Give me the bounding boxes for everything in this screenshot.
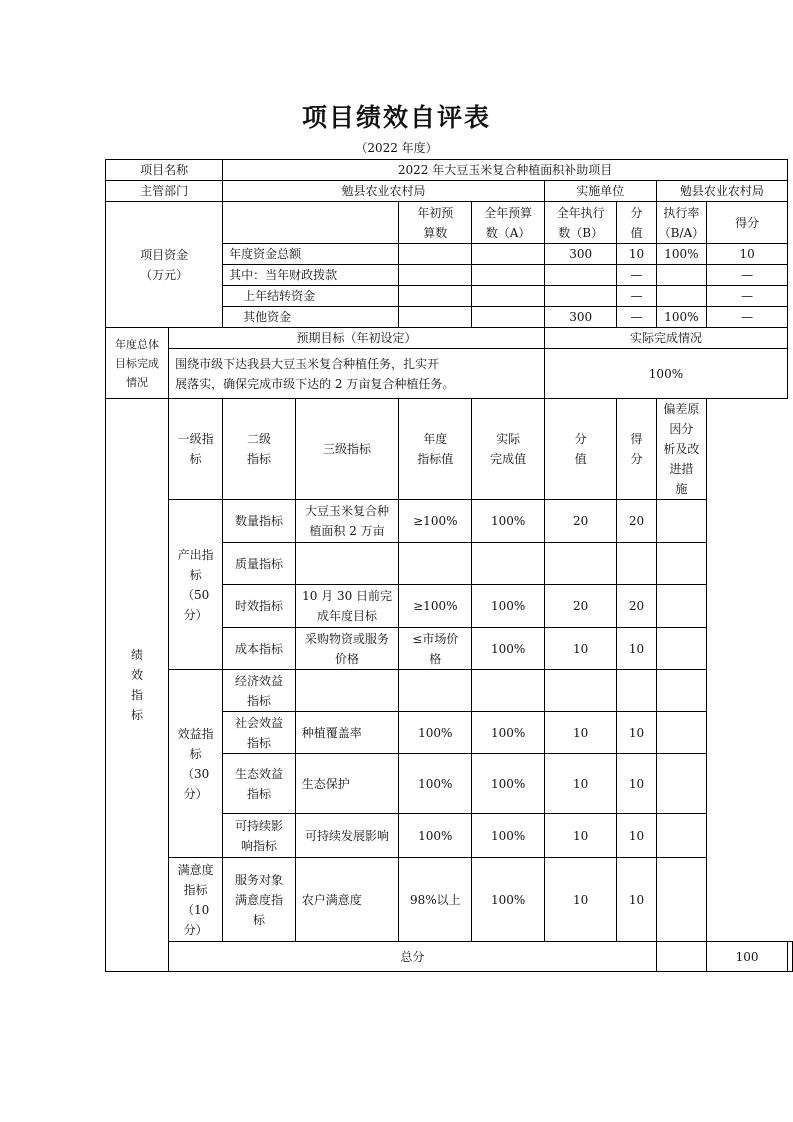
exec-rate-header: 执行率 （B/A） [656, 202, 707, 244]
actual-cell [472, 543, 545, 585]
got-cell: 20 [617, 500, 656, 543]
budget-value [472, 265, 545, 286]
budget-value [472, 307, 545, 328]
expected-goal-text: 围绕市级下达我县大豆玉米复合种植任务，扎实开 展落实，确保完成市级下达的 2 万亩复合种植任务。 [169, 349, 545, 399]
score-header: 分 值 [617, 202, 656, 244]
goals-content-row [106, 349, 793, 399]
score-cell: 20 [544, 500, 617, 543]
funds-row-label: 年度资金总额 [223, 244, 399, 265]
initial-value [399, 307, 472, 328]
budget-value [472, 244, 545, 265]
level2-cell: 生态效益 指标 [223, 754, 296, 814]
level3-cell: 农户满意度 [295, 858, 399, 942]
level1-header: 一级指 标 [169, 399, 223, 500]
level3-cell: 10 月 30 日前完 成年度目标 [295, 585, 399, 628]
got-cell: 10 [617, 712, 656, 754]
level2-cell: 数量指标 [223, 500, 296, 543]
total-score [656, 942, 707, 972]
got-header: 得 分 [617, 399, 656, 500]
target-cell: 100% [399, 814, 472, 858]
actual-cell: 100% [472, 628, 545, 670]
score-cell: 10 [544, 858, 617, 942]
initial-value [399, 265, 472, 286]
deviation-cell [656, 500, 707, 543]
evaluation-table [105, 159, 793, 972]
initial-value [399, 244, 472, 265]
got-value: 10 [707, 244, 788, 265]
target-cell: ≤市场价 格 [399, 628, 472, 670]
score-cell [544, 670, 617, 712]
target-header: 年度 指标值 [399, 399, 472, 500]
exec-value [544, 286, 617, 307]
score-value: — [617, 307, 656, 328]
actual-goal-value: 100% [544, 349, 787, 399]
total-blank [788, 942, 793, 972]
target-cell: 100% [399, 712, 472, 754]
indicator-row [106, 858, 793, 942]
got-score-header: 得分 [707, 202, 788, 244]
score-cell: 10 [544, 628, 617, 670]
rate-value [656, 286, 707, 307]
level2-cell: 服务对象 满意度指 标 [223, 858, 296, 942]
deviation-cell [656, 670, 707, 712]
got-cell [617, 543, 656, 585]
initial-budget-header: 年初预 算数 [399, 202, 472, 244]
deviation-cell [656, 712, 707, 754]
level3-cell [295, 543, 399, 585]
deviation-cell [656, 543, 707, 585]
got-cell [617, 670, 656, 712]
score-cell: 20 [544, 585, 617, 628]
dept-value: 勉县农业农村局 [223, 181, 545, 202]
got-cell: 10 [617, 814, 656, 858]
level3-cell [295, 670, 399, 712]
level2-cell: 经济效益 指标 [223, 670, 296, 712]
level2-cell: 质量指标 [223, 543, 296, 585]
output-indicator-label: 产出指 标 （50 分） [169, 500, 223, 670]
unit-label: 实施单位 [544, 181, 656, 202]
actual-cell: 100% [472, 500, 545, 543]
level3-cell: 大豆玉米复合种 植面积 2 万亩 [295, 500, 399, 543]
indicator-side-label: 绩 效 指 标 [106, 399, 169, 972]
target-cell: ≥100% [399, 585, 472, 628]
funds-row-label: 其中：当年财政拨款 [223, 265, 399, 286]
actual-header: 实际 完成值 [472, 399, 545, 500]
budget-value [472, 286, 545, 307]
score-cell: 10 [544, 754, 617, 814]
got-value: — [707, 307, 788, 328]
exec-value [544, 265, 617, 286]
got-value: — [707, 286, 788, 307]
total-got: 100 [707, 942, 788, 972]
deviation-header: 偏差原因分 析及改进措 施 [656, 399, 707, 500]
target-cell: 98%以上 [399, 858, 472, 942]
rate-value: 100% [656, 307, 707, 328]
unit-value: 勉县农业农村局 [656, 181, 787, 202]
level2-cell: 成本指标 [223, 628, 296, 670]
rate-value [656, 265, 707, 286]
actual-cell: 100% [472, 814, 545, 858]
benefit-indicator-label: 效益指 标 （30 分） [169, 670, 223, 858]
got-cell: 10 [617, 754, 656, 814]
got-value: — [707, 265, 788, 286]
score-value: — [617, 286, 656, 307]
level3-header: 三级指标 [295, 399, 399, 500]
score-cell: 10 [544, 712, 617, 754]
deviation-cell [656, 585, 707, 628]
score-header: 分 值 [544, 399, 617, 500]
score-cell [544, 543, 617, 585]
dept-label: 主管部门 [106, 181, 223, 202]
funds-row-label: 上年结转资金 [223, 286, 399, 307]
exec-value: 300 [544, 244, 617, 265]
level3-cell: 种植覆盖率 [295, 712, 399, 754]
target-cell: ≥100% [399, 500, 472, 543]
level3-cell: 可持续发展影响 [295, 814, 399, 858]
score-value: — [617, 265, 656, 286]
level2-cell: 可持续影 响指标 [223, 814, 296, 858]
deviation-cell [656, 858, 707, 942]
deviation-cell [656, 754, 707, 814]
actual-cell: 100% [472, 754, 545, 814]
annual-budget-header: 全年预算 数（A） [472, 202, 545, 244]
got-cell: 10 [617, 628, 656, 670]
funds-label: 项目资金 （万元） [106, 202, 223, 328]
total-label: 总分 [169, 942, 657, 972]
total-row [106, 942, 793, 972]
score-cell: 10 [544, 814, 617, 858]
funds-row-label: 其他资金 [223, 307, 399, 328]
initial-value [399, 286, 472, 307]
target-cell [399, 543, 472, 585]
level2-header: 二级 指标 [223, 399, 296, 500]
actual-goal-header: 实际完成情况 [544, 328, 787, 349]
exec-value: 300 [544, 307, 617, 328]
department-row [106, 181, 793, 202]
annual-exec-header: 全年执行 数（B） [544, 202, 617, 244]
project-name-label: 项目名称 [106, 160, 223, 181]
got-cell: 10 [617, 858, 656, 942]
rate-value: 100% [656, 244, 707, 265]
target-cell: 100% [399, 754, 472, 814]
target-cell [399, 670, 472, 712]
deviation-cell [656, 814, 707, 858]
goals-header-row [106, 328, 793, 349]
level3-cell: 采购物资或服务 价格 [295, 628, 399, 670]
year-subtitle: （2022 年度） [355, 141, 438, 155]
funds-header-row [106, 202, 793, 244]
got-cell: 20 [617, 585, 656, 628]
actual-cell [472, 670, 545, 712]
actual-cell: 100% [472, 858, 545, 942]
deviation-cell [656, 628, 707, 670]
level2-cell: 社会效益 指标 [223, 712, 296, 754]
funds-header-blank [223, 202, 399, 244]
actual-cell: 100% [472, 712, 545, 754]
expected-goal-header: 预期目标（年初设定） [169, 328, 545, 349]
indicator-row [106, 500, 793, 543]
level3-cell: 生态保护 [295, 754, 399, 814]
indicator-header-row [106, 399, 793, 500]
level2-cell: 时效指标 [223, 585, 296, 628]
project-name-row [106, 160, 793, 181]
goals-label: 年度总体 目标完成 情况 [106, 328, 169, 399]
satisfaction-indicator-label: 满意度 指标 （10 分） [169, 858, 223, 942]
score-value: 10 [617, 244, 656, 265]
indicator-row [106, 670, 793, 712]
actual-cell: 100% [472, 585, 545, 628]
page-title: 项目绩效自评表 [301, 103, 491, 132]
project-name: 2022 年大豆玉米复合种植面积补助项目 [223, 160, 788, 181]
